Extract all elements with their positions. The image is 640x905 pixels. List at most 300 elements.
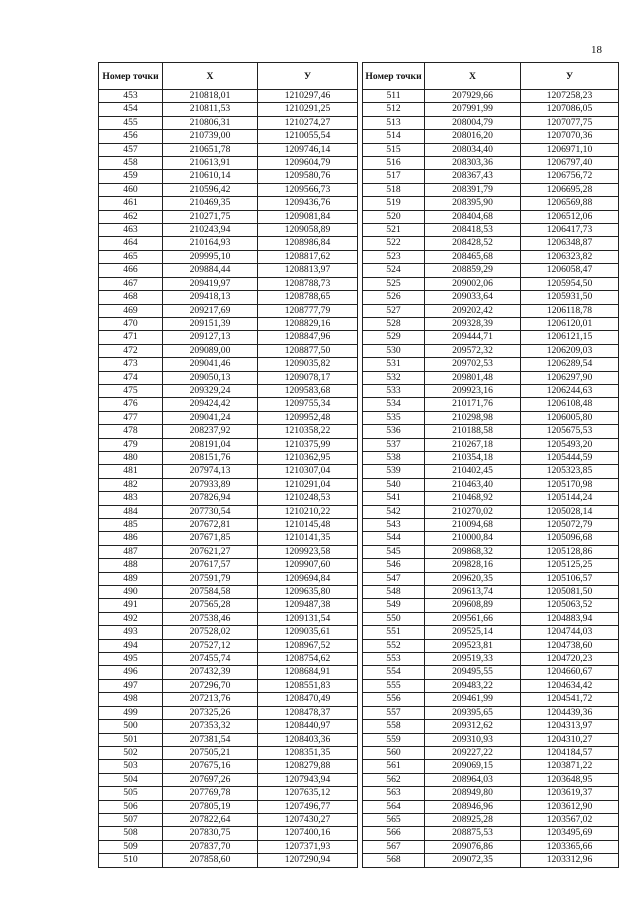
- cell-y: 1205444,59: [521, 451, 619, 464]
- table-row: [99, 800, 358, 813]
- cell-y: 1205170,98: [521, 478, 619, 491]
- cell-x: 209312,62: [425, 720, 521, 733]
- cell-x: 209561,66: [425, 612, 521, 625]
- cell-x: 209002,06: [425, 277, 521, 290]
- table-row: [363, 411, 619, 424]
- cell-point-number: 497: [99, 679, 163, 692]
- cell-y: 1208788,65: [258, 291, 358, 304]
- cell-x: 209041,24: [163, 411, 258, 424]
- cell-y: 1206005,80: [521, 411, 619, 424]
- cell-y: 1209694,84: [258, 572, 358, 585]
- cell-point-number: 510: [99, 854, 163, 867]
- table-row: [99, 492, 358, 505]
- cell-x: 207933,89: [163, 478, 258, 491]
- cell-y: 1208470,49: [258, 693, 358, 706]
- table-row: [99, 813, 358, 826]
- cell-y: 1209604,79: [258, 157, 358, 170]
- cell-point-number: 542: [363, 505, 425, 518]
- cell-x: 210270,02: [425, 505, 521, 518]
- cell-x: 208949,80: [425, 787, 521, 800]
- cell-point-number: 460: [99, 183, 163, 196]
- cell-point-number: 492: [99, 612, 163, 625]
- table-row: [99, 384, 358, 397]
- table-row: [99, 170, 358, 183]
- table-row: [99, 317, 358, 330]
- cell-point-number: 527: [363, 304, 425, 317]
- table-row: [99, 532, 358, 545]
- cell-y: 1207496,77: [258, 800, 358, 813]
- table-row: [363, 746, 619, 759]
- cell-x: 207697,26: [163, 773, 258, 786]
- table-row: [363, 733, 619, 746]
- cell-x: 209072,35: [425, 854, 521, 867]
- cell-x: 210596,42: [163, 183, 258, 196]
- cell-y: 1209952,48: [258, 411, 358, 424]
- table-row: [99, 827, 358, 840]
- cell-y: 1208551,83: [258, 679, 358, 692]
- cell-x: 209310,93: [425, 733, 521, 746]
- cell-point-number: 454: [99, 103, 163, 116]
- table-row: [363, 559, 619, 572]
- cell-x: 209217,69: [163, 304, 258, 317]
- cell-x: 207381,54: [163, 733, 258, 746]
- cell-x: 209328,39: [425, 317, 521, 330]
- table-row: [363, 224, 619, 237]
- cell-x: 209041,46: [163, 358, 258, 371]
- cell-point-number: 563: [363, 787, 425, 800]
- cell-x: 210463,40: [425, 478, 521, 491]
- cell-point-number: 515: [363, 143, 425, 156]
- cell-x: 209702,53: [425, 358, 521, 371]
- table-row: [363, 572, 619, 585]
- cell-y: 1209907,60: [258, 559, 358, 572]
- cell-x: 210811,53: [163, 103, 258, 116]
- cell-point-number: 533: [363, 384, 425, 397]
- cell-y: 1210307,04: [258, 465, 358, 478]
- header-point-number: Номер точки: [99, 63, 163, 90]
- cell-point-number: 507: [99, 813, 163, 826]
- cell-y: 1210210,22: [258, 505, 358, 518]
- cell-point-number: 512: [363, 103, 425, 116]
- cell-y: 1208279,88: [258, 760, 358, 773]
- cell-y: 1204313,97: [521, 720, 619, 733]
- cell-point-number: 535: [363, 411, 425, 424]
- cell-point-number: 498: [99, 693, 163, 706]
- cell-point-number: 468: [99, 291, 163, 304]
- cell-x: 207432,39: [163, 666, 258, 679]
- cell-point-number: 487: [99, 545, 163, 558]
- cell-point-number: 478: [99, 425, 163, 438]
- table-row: [99, 545, 358, 558]
- cell-point-number: 536: [363, 425, 425, 438]
- cell-x: 209613,74: [425, 586, 521, 599]
- cell-y: 1206058,47: [521, 264, 619, 277]
- cell-point-number: 524: [363, 264, 425, 277]
- table-row: [99, 224, 358, 237]
- table-row: [99, 653, 358, 666]
- cell-x: 210298,98: [425, 411, 521, 424]
- cell-x: 207455,74: [163, 653, 258, 666]
- table-row: [363, 358, 619, 371]
- cell-x: 207929,66: [425, 90, 521, 103]
- cell-point-number: 504: [99, 773, 163, 786]
- table-row: [99, 559, 358, 572]
- cell-x: 207822,64: [163, 813, 258, 826]
- cell-x: 207538,46: [163, 612, 258, 625]
- cell-point-number: 523: [363, 250, 425, 263]
- cell-x: 208395,90: [425, 197, 521, 210]
- cell-point-number: 519: [363, 197, 425, 210]
- table-row: [363, 210, 619, 223]
- cell-x: 209127,13: [163, 331, 258, 344]
- table-row: [99, 505, 358, 518]
- cell-x: 210171,76: [425, 398, 521, 411]
- cell-y: 1209035,82: [258, 358, 358, 371]
- cell-y: 1204744,03: [521, 626, 619, 639]
- table-row: [363, 586, 619, 599]
- table-row: [363, 250, 619, 263]
- cell-y: 1206120,01: [521, 317, 619, 330]
- table-header-row: [363, 63, 619, 90]
- cell-x: 209620,35: [425, 572, 521, 585]
- cell-x: 209050,13: [163, 371, 258, 384]
- cell-x: 208237,92: [163, 425, 258, 438]
- header-y: У: [521, 63, 619, 90]
- cell-x: 207213,76: [163, 693, 258, 706]
- cell-x: 207296,70: [163, 679, 258, 692]
- table-body-left: [99, 90, 358, 868]
- cell-point-number: 517: [363, 170, 425, 183]
- cell-point-number: 513: [363, 116, 425, 129]
- table-row: [99, 90, 358, 103]
- cell-point-number: 458: [99, 157, 163, 170]
- table-row: [363, 787, 619, 800]
- table-row: [363, 666, 619, 679]
- cell-x: 207528,02: [163, 626, 258, 639]
- table-row: [363, 183, 619, 196]
- cell-y: 1210274,27: [258, 116, 358, 129]
- cell-y: 1207430,27: [258, 813, 358, 826]
- table-row: [99, 344, 358, 357]
- cell-x: 207826,94: [163, 492, 258, 505]
- cell-y: 1208440,97: [258, 720, 358, 733]
- table-row: [99, 143, 358, 156]
- table-row: [99, 626, 358, 639]
- cell-x: 207617,57: [163, 559, 258, 572]
- cell-x: 209495,55: [425, 666, 521, 679]
- cell-y: 1203648,95: [521, 773, 619, 786]
- cell-x: 209461,99: [425, 693, 521, 706]
- cell-y: 1209583,68: [258, 384, 358, 397]
- table-row: [99, 465, 358, 478]
- cell-y: 1210297,46: [258, 90, 358, 103]
- cell-y: 1206569,88: [521, 197, 619, 210]
- cell-x: 208859,29: [425, 264, 521, 277]
- cell-x: 209076,86: [425, 840, 521, 853]
- cell-x: 209418,13: [163, 291, 258, 304]
- table-row: [363, 371, 619, 384]
- table-row: [99, 183, 358, 196]
- cell-point-number: 488: [99, 559, 163, 572]
- cell-point-number: 521: [363, 224, 425, 237]
- cell-x: 207505,21: [163, 746, 258, 759]
- table-row: [99, 398, 358, 411]
- cell-point-number: 543: [363, 519, 425, 532]
- cell-point-number: 499: [99, 706, 163, 719]
- cell-point-number: 486: [99, 532, 163, 545]
- cell-point-number: 476: [99, 398, 163, 411]
- cell-x: 207591,79: [163, 572, 258, 585]
- cell-x: 208946,96: [425, 800, 521, 813]
- cell-y: 1209580,76: [258, 170, 358, 183]
- table-row: [363, 143, 619, 156]
- cell-y: 1205128,86: [521, 545, 619, 558]
- cell-point-number: 505: [99, 787, 163, 800]
- cell-point-number: 459: [99, 170, 163, 183]
- cell-y: 1205125,25: [521, 559, 619, 572]
- cell-y: 1210248,53: [258, 492, 358, 505]
- table-row: [363, 679, 619, 692]
- table-row: [99, 639, 358, 652]
- cell-point-number: 544: [363, 532, 425, 545]
- header-x: X: [425, 63, 521, 90]
- table-row: [99, 572, 358, 585]
- cell-point-number: 564: [363, 800, 425, 813]
- cell-point-number: 473: [99, 358, 163, 371]
- table-row: [99, 478, 358, 491]
- cell-point-number: 506: [99, 800, 163, 813]
- cell-point-number: 534: [363, 398, 425, 411]
- cell-x: 210402,45: [425, 465, 521, 478]
- cell-y: 1207400,16: [258, 827, 358, 840]
- cell-point-number: 489: [99, 572, 163, 585]
- cell-point-number: 466: [99, 264, 163, 277]
- cell-x: 209069,15: [425, 760, 521, 773]
- cell-y: 1204883,94: [521, 612, 619, 625]
- table-row: [363, 626, 619, 639]
- cell-y: 1209566,73: [258, 183, 358, 196]
- cell-point-number: 494: [99, 639, 163, 652]
- cell-x: 208925,28: [425, 813, 521, 826]
- cell-x: 207527,12: [163, 639, 258, 652]
- table-row: [99, 438, 358, 451]
- cell-y: 1209436,76: [258, 197, 358, 210]
- cell-y: 1208986,84: [258, 237, 358, 250]
- cell-y: 1208829,16: [258, 317, 358, 330]
- table-row: [363, 693, 619, 706]
- table-row: [363, 760, 619, 773]
- cell-point-number: 525: [363, 277, 425, 290]
- cell-y: 1207077,75: [521, 116, 619, 129]
- table-row: [99, 277, 358, 290]
- cell-point-number: 561: [363, 760, 425, 773]
- cell-x: 209202,42: [425, 304, 521, 317]
- cell-y: 1205323,85: [521, 465, 619, 478]
- page-number: 18: [591, 44, 602, 56]
- cell-point-number: 463: [99, 224, 163, 237]
- cell-x: 207830,75: [163, 827, 258, 840]
- cell-x: 208151,76: [163, 451, 258, 464]
- table-body-right: [363, 90, 619, 868]
- cell-x: 208303,36: [425, 157, 521, 170]
- cell-y: 1209058,89: [258, 224, 358, 237]
- cell-x: 207671,85: [163, 532, 258, 545]
- cell-x: 208964,03: [425, 773, 521, 786]
- table-row: [363, 237, 619, 250]
- cell-y: 1208777,79: [258, 304, 358, 317]
- cell-point-number: 522: [363, 237, 425, 250]
- cell-x: 208428,52: [425, 237, 521, 250]
- cell-point-number: 526: [363, 291, 425, 304]
- table-row: [99, 157, 358, 170]
- cell-x: 208875,53: [425, 827, 521, 840]
- table-row: [99, 451, 358, 464]
- cell-y: 1206323,82: [521, 250, 619, 263]
- cell-x: 210000,84: [425, 532, 521, 545]
- cell-x: 208016,20: [425, 130, 521, 143]
- table-row: [363, 639, 619, 652]
- cell-x: 207858,60: [163, 854, 258, 867]
- cell-y: 1206797,40: [521, 157, 619, 170]
- cell-y: 1207086,05: [521, 103, 619, 116]
- cell-point-number: 509: [99, 840, 163, 853]
- cell-point-number: 461: [99, 197, 163, 210]
- cell-y: 1206512,06: [521, 210, 619, 223]
- cell-x: 210243,94: [163, 224, 258, 237]
- cell-y: 1208817,62: [258, 250, 358, 263]
- cell-y: 1208478,37: [258, 706, 358, 719]
- cell-point-number: 555: [363, 679, 425, 692]
- cell-y: 1204184,57: [521, 746, 619, 759]
- cell-x: 208034,40: [425, 143, 521, 156]
- header-point-number: Номер точки: [363, 63, 425, 90]
- cell-y: 1209746,14: [258, 143, 358, 156]
- cell-y: 1203612,90: [521, 800, 619, 813]
- cell-point-number: 457: [99, 143, 163, 156]
- table-row: [99, 103, 358, 116]
- cell-x: 210267,18: [425, 438, 521, 451]
- cell-y: 1203619,37: [521, 787, 619, 800]
- cell-x: 210739,00: [163, 130, 258, 143]
- cell-y: 1208684,91: [258, 666, 358, 679]
- table-row: [363, 813, 619, 826]
- cell-y: 1205028,14: [521, 505, 619, 518]
- table-row: [363, 264, 619, 277]
- table-row: [99, 773, 358, 786]
- table-row: [363, 304, 619, 317]
- cell-point-number: 484: [99, 505, 163, 518]
- cell-y: 1207290,94: [258, 854, 358, 867]
- cell-y: 1207943,94: [258, 773, 358, 786]
- table-row: [99, 760, 358, 773]
- cell-y: 1205954,50: [521, 277, 619, 290]
- table-row: [363, 384, 619, 397]
- cell-point-number: 514: [363, 130, 425, 143]
- table-row: [99, 746, 358, 759]
- cell-x: 208404,68: [425, 210, 521, 223]
- cell-point-number: 565: [363, 813, 425, 826]
- table-row: [99, 197, 358, 210]
- cell-y: 1204634,42: [521, 679, 619, 692]
- cell-point-number: 469: [99, 304, 163, 317]
- cell-y: 1206417,73: [521, 224, 619, 237]
- cell-y: 1210358,22: [258, 425, 358, 438]
- cell-point-number: 501: [99, 733, 163, 746]
- cell-y: 1206209,03: [521, 344, 619, 357]
- cell-point-number: 567: [363, 840, 425, 853]
- table-row: [363, 720, 619, 733]
- cell-x: 210271,75: [163, 210, 258, 223]
- cell-y: 1204541,72: [521, 693, 619, 706]
- cell-point-number: 467: [99, 277, 163, 290]
- table-row: [363, 706, 619, 719]
- cell-y: 1209755,34: [258, 398, 358, 411]
- cell-x: 209868,32: [425, 545, 521, 558]
- cell-point-number: 456: [99, 130, 163, 143]
- cell-x: 209995,10: [163, 250, 258, 263]
- table-row: [363, 854, 619, 867]
- table-row: [99, 666, 358, 679]
- cell-x: 209089,00: [163, 344, 258, 357]
- cell-y: 1203365,66: [521, 840, 619, 853]
- cell-x: 209828,16: [425, 559, 521, 572]
- cell-point-number: 553: [363, 653, 425, 666]
- cell-point-number: 566: [363, 827, 425, 840]
- cell-point-number: 549: [363, 599, 425, 612]
- cell-x: 209444,71: [425, 331, 521, 344]
- cell-point-number: 545: [363, 545, 425, 558]
- cell-point-number: 453: [99, 90, 163, 103]
- table-row: [99, 599, 358, 612]
- cell-point-number: 491: [99, 599, 163, 612]
- cell-y: 1205072,79: [521, 519, 619, 532]
- table-row: [363, 170, 619, 183]
- cell-x: 208465,68: [425, 250, 521, 263]
- cell-point-number: 482: [99, 478, 163, 491]
- table-row: [99, 304, 358, 317]
- cell-x: 209424,42: [163, 398, 258, 411]
- cell-x: 210354,18: [425, 451, 521, 464]
- cell-y: 1210375,99: [258, 438, 358, 451]
- coordinates-table-left: [98, 62, 358, 868]
- cell-x: 210164,93: [163, 237, 258, 250]
- cell-y: 1203312,96: [521, 854, 619, 867]
- table-row: [363, 800, 619, 813]
- cell-point-number: 465: [99, 250, 163, 263]
- cell-x: 208191,04: [163, 438, 258, 451]
- cell-x: 209483,22: [425, 679, 521, 692]
- cell-point-number: 511: [363, 90, 425, 103]
- cell-point-number: 475: [99, 384, 163, 397]
- table-row: [363, 532, 619, 545]
- cell-x: 210818,01: [163, 90, 258, 103]
- table-row: [363, 277, 619, 290]
- cell-point-number: 568: [363, 854, 425, 867]
- cell-point-number: 479: [99, 438, 163, 451]
- table-row: [363, 492, 619, 505]
- table-row: [99, 371, 358, 384]
- table-row: [363, 157, 619, 170]
- table-row: [363, 519, 619, 532]
- cell-point-number: 552: [363, 639, 425, 652]
- table-row: [99, 250, 358, 263]
- cell-x: 207325,26: [163, 706, 258, 719]
- cell-x: 209801,48: [425, 371, 521, 384]
- cell-point-number: 556: [363, 693, 425, 706]
- header-y: У: [258, 63, 358, 90]
- cell-y: 1210055,54: [258, 130, 358, 143]
- cell-y: 1208847,96: [258, 331, 358, 344]
